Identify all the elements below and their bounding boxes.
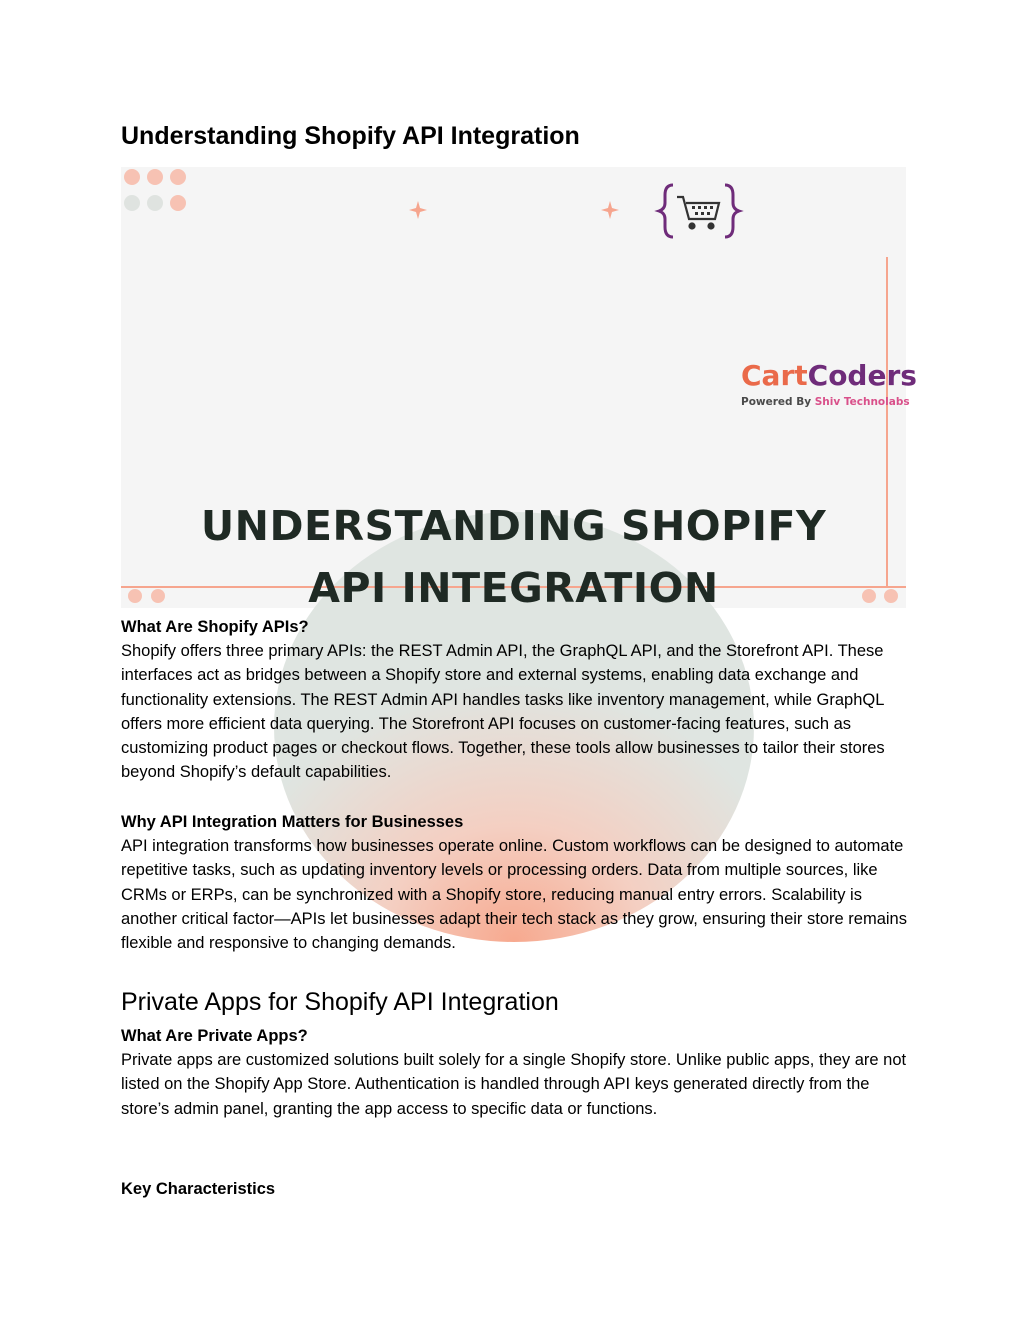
section-heading: Why API Integration Matters for Businesses [121, 813, 464, 831]
sparkle-icon [409, 201, 427, 219]
document-title: Understanding Shopify API Integration [121, 122, 580, 150]
section-private-apps [121, 985, 911, 1121]
section-body: Private apps are customized solutions built solely for a single Shopify store. Unlike public apps, they are not listed on the Shopify App Store. Authentication is handled through API keys generated directly from the store’s admin panel, granting the app access to specific data or functions. [121, 1051, 907, 1118]
banner-image [121, 167, 917, 612]
section-key-characteristics [121, 1177, 911, 1201]
banner-heading [121, 495, 906, 619]
section-heading: What Are Private Apps? [121, 1027, 308, 1045]
section-body: API integration transforms how businesses operate online. Custom workflows can be designed to automate repetitive tasks, such as updating inventory levels or processing orders. Data from multiple sources, like CRMs or ERPs, can be synchronized with a Shopify store, reducing manual entry errors. Scalability is another critical factor—APIs let businesses adapt their tech stack as they grow, ensuring their store remains flexible and responsive to changing demands. [121, 837, 907, 953]
section-why-integration [121, 810, 911, 955]
section-title: Private Apps for Shopify API Integration [121, 988, 559, 1016]
section-heading: What Are Shopify APIs? [121, 618, 309, 636]
section-heading: Key Characteristics [121, 1180, 276, 1198]
cartcoders-logo: CartCoders [741, 359, 917, 392]
banner-heading-line1: UNDERSTANDING SHOPIFY [200, 502, 827, 550]
banner-heading-line2: API INTEGRATION [308, 564, 719, 612]
sparkle-icon [601, 201, 619, 219]
section-what-are-apis [121, 615, 911, 785]
logo-tagline: Powered By Shiv Technolabs [741, 396, 910, 408]
section-body: Shopify offers three primary APIs: the REST Admin API, the GraphQL API, and the Storefront API. These interfaces act as bridges between a Shopify store and external systems, enabling data exchange and functionality extensions. The REST Admin API handles tasks like inventory management, while GraphQL offers more efficient data querying. The Storefront API focuses on customer-facing features, such as customizing product pages or checkout flows. Together, these tools allow businesses to tailor their stores beyond Shopify’s default capabilities. [121, 642, 885, 782]
